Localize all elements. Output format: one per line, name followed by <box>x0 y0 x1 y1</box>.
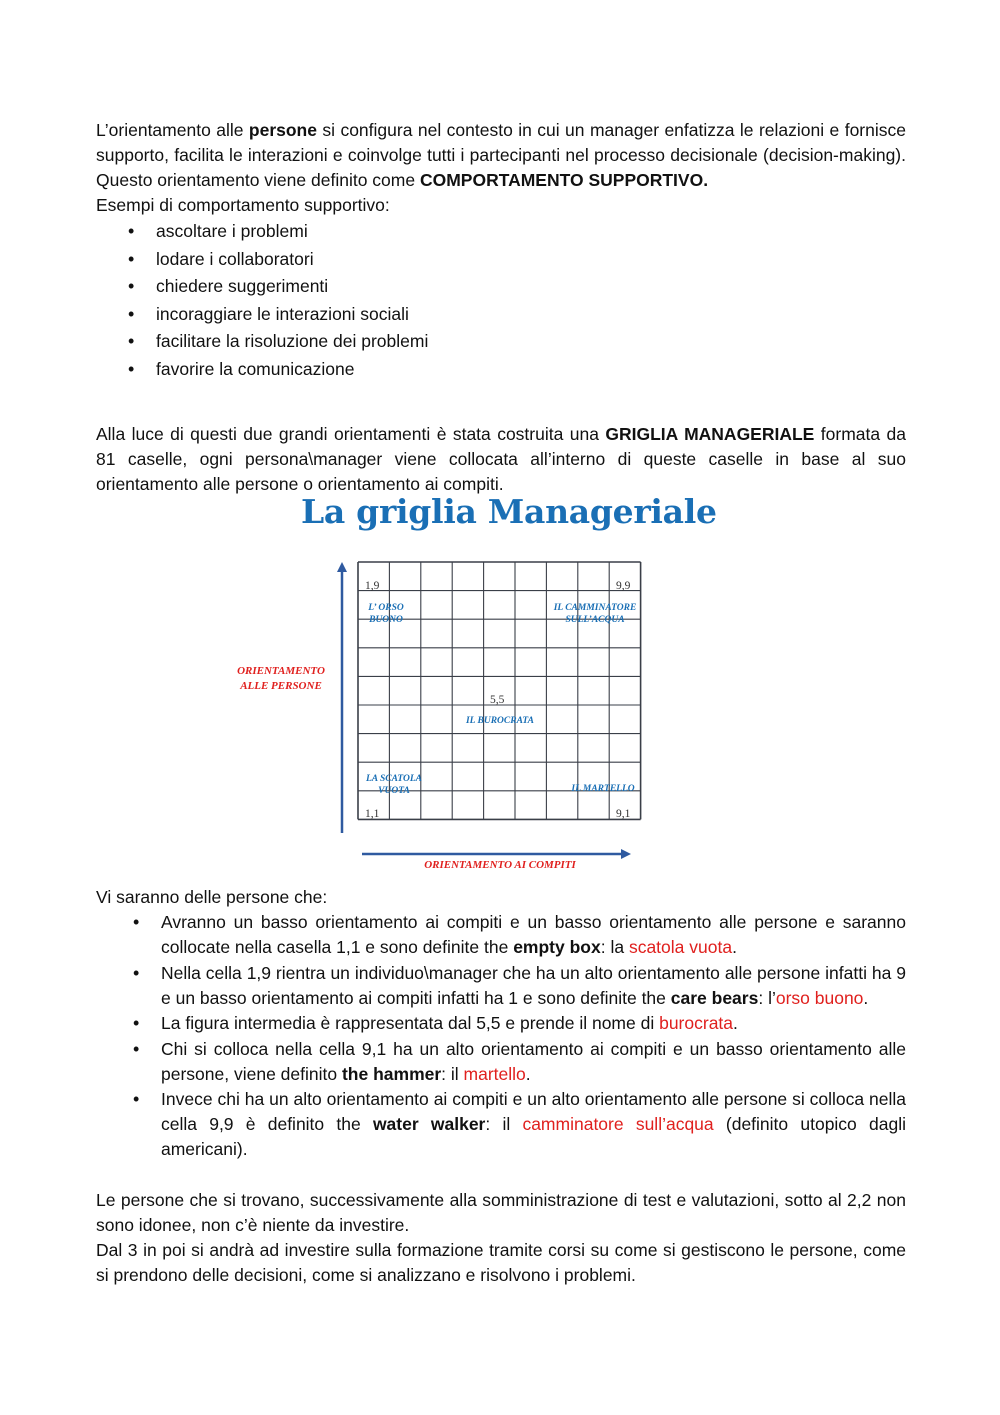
cell-label-9-1: 9,1 <box>616 808 631 820</box>
term-orso-buono: orso buono <box>775 987 864 1008</box>
y-axis-label-line1: ORIENTAMENTO <box>237 665 325 677</box>
intro-text: si configura nel contesto in cui un manager enfatizza le relazioni e fornisce supporto, facilita le interazioni e coinvolge tutti i partecipanti nel processo decisionale (decision-making). Questo orientamento viene definito come <box>96 120 906 190</box>
x-axis-label: ORIENTAMENTO AI COMPITI <box>424 859 576 871</box>
label-camminatore-line1: IL CAMMINATORE <box>553 603 637 613</box>
item-text: . <box>732 937 737 957</box>
term-care-bears: care bears <box>670 987 759 1008</box>
examples-list <box>156 218 906 383</box>
intro-bold-persone: persone <box>248 120 317 140</box>
list-item <box>161 1087 906 1162</box>
item-text: . <box>733 1013 738 1033</box>
people-list <box>161 910 906 1162</box>
cell-label-1-9: 1,9 <box>365 580 380 592</box>
intro-text: L’orientamento alle <box>96 120 249 140</box>
people-heading: Vi saranno delle persone che: <box>96 887 328 907</box>
list-item: • facilitare la risoluzione dei problemi <box>156 328 906 356</box>
item-text: La figura intermedia è rappresentata dal 5,5 e prende il nome di <box>161 1013 660 1033</box>
examples-heading: Esempi di comportamento supportivo: <box>96 195 390 215</box>
figure-title: La griglia Manageriale <box>301 492 717 531</box>
y-axis-label-line2: ALLE PERSONE <box>240 680 322 692</box>
term-martello: martello <box>463 1063 526 1084</box>
managerial-grid-figure <box>96 492 906 885</box>
item-text: Nella cella 1,9 rientra un individuo\manager che ha un alto orientamento alle persone infatti ha 9 e un basso orientamento ai compiti infatti ha 1 e sono definite the <box>161 962 906 1008</box>
document-page <box>96 118 906 1288</box>
closing-paragraph-2: Dal 3 in poi si andrà ad investire sulla formazione tramite corsi su come si gestiscono le persone, come si prendono delle decisioni, come si analizzano e risolvono i problemi. <box>96 1239 906 1285</box>
list-item: • ascoltare i problemi <box>156 218 906 246</box>
list-item <box>161 1037 906 1087</box>
intro-paragraph <box>96 118 906 193</box>
list-item <box>161 1011 906 1036</box>
list-item <box>161 961 906 1011</box>
item-text: : il <box>485 1114 523 1134</box>
term-the-hammer: the hammer <box>341 1063 442 1084</box>
grid-text: formata da 81 caselle, ogni persona\manager viene collocata all’interno di queste caselle in base al suo orientamento alle persone o orientamento ai compiti. <box>96 424 906 494</box>
item-text: : l’ <box>758 987 776 1008</box>
term-scatola-vuota: scatola vuota <box>628 937 733 957</box>
cell-label-5-5: 5,5 <box>490 694 505 706</box>
item-text: (definito utopico dagli americani). <box>161 1114 906 1159</box>
label-scatola-line1: LA SCATOLA <box>365 774 423 784</box>
item-text: : la <box>600 937 629 957</box>
list-item: • incoraggiare le interazioni sociali <box>156 301 906 329</box>
term-camminatore: camminatore sull’acqua <box>522 1114 714 1134</box>
term-water-walker: water walker <box>372 1114 486 1134</box>
item-text: : il <box>441 1063 464 1084</box>
label-orso-line2: BUONO <box>369 615 403 625</box>
cell-label-1-1: 1,1 <box>365 808 380 820</box>
item-text: . <box>525 1063 531 1084</box>
list-item: • chiedere suggerimenti <box>156 273 906 301</box>
list-item: • lodare i collaboratori <box>156 246 906 274</box>
list-item <box>161 910 906 960</box>
grid-bold-griglia: GRIGLIA MANAGERIALE <box>605 424 815 444</box>
item-text: Chi si colloca nella cella 9,1 ha un alto orientamento ai compiti e un basso orientamento alle persone, viene definito <box>161 1038 906 1084</box>
grid-paragraph <box>96 422 906 497</box>
closing-paragraph-1: Le persone che si trovano, successivamente alla somministrazione di test e valutazioni, sotto al 2,2 non sono idonee, non c’è niente da investire. <box>96 1189 906 1235</box>
item-text: . <box>863 987 869 1008</box>
item-text: Avranno un basso orientamento ai compiti e un basso orientamento alle persone e saranno collocate nella casella 1,1 e sono definite the <box>161 912 906 957</box>
term-burocrata: burocrata <box>659 1013 734 1033</box>
item-text: Invece chi ha un alto orientamento ai compiti e un alto orientamento alle persone si colloca nella cella 9,9 è definito the <box>161 1089 906 1134</box>
intro-bold-comportamento: COMPORTAMENTO SUPPORTIVO. <box>419 170 709 190</box>
grid-text: Alla luce di questi due grandi orientamenti è stata costruita una <box>96 424 606 444</box>
label-scatola-line2: VUOTA <box>378 786 410 796</box>
label-burocrata: IL BUROCRATA <box>465 716 535 726</box>
list-item: • favorire la comunicazione <box>156 356 906 384</box>
label-orso-line1: L’ ORSO <box>368 603 404 613</box>
cell-label-9-9: 9,9 <box>616 580 631 592</box>
label-camminatore-line2: SULL’ACQUA <box>565 615 625 625</box>
label-martello: IL MARTELLO <box>571 784 635 794</box>
managerial-grid-svg <box>96 492 906 885</box>
term-empty-box: empty box <box>513 937 601 957</box>
